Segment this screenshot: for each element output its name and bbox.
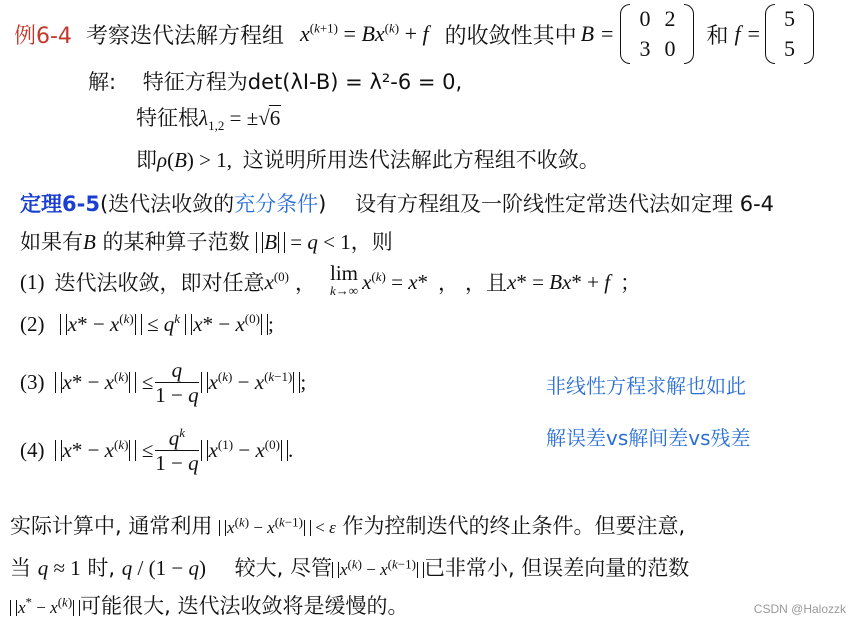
practice-text: 较大, 尽管 xyxy=(234,556,332,580)
not-converge-text: 这说明所用迭代法解此方程组不收敛。 xyxy=(242,148,600,172)
theorem-title: 定理6-5 xyxy=(20,192,100,216)
theorem-item-2: (2) $x* - x^{(k)} \le q^k$ $x* - x^{(0)}$ ; xyxy=(20,311,274,336)
item-text: 迭代法收敛，即对任意 xyxy=(54,271,265,295)
theorem-condition: 迭代法收敛的 xyxy=(108,192,235,216)
f-cell: 5 xyxy=(783,36,795,61)
theorem-item-1: (1) 迭代法收敛，即对任意 $x^{(0)}$ ， lim k→∞ $x^{(k)} = x*$ ， ，且 x* = Bx* + f ； xyxy=(20,261,642,298)
f-label: f = xyxy=(734,21,761,46)
theorem-statement-1: 设有方程组及一阶线性定常迭代法如定理 6-4 xyxy=(355,192,775,216)
theorem-statement-2: 如果有B 的某种算子范数 B = q < 1，则 xyxy=(20,230,393,254)
theorem-item-3: (3) $x* - x^{(k)}$ ≤ $\frac{q}{1 - q}$ $x^{(k)} - x^{(k-1)}$ ; xyxy=(20,358,307,407)
and-text: 和 xyxy=(706,23,729,49)
practice-text: 当 xyxy=(10,556,31,580)
solution-line-3: 即ρ(B) > 1, 这说明所用迭代法解此方程组不收敛。 xyxy=(136,148,600,172)
paren-close: ) xyxy=(318,192,327,216)
note-error-types: 解误差vs解间差vs残差 xyxy=(546,426,751,450)
solution-line-2 xyxy=(136,102,281,132)
theorem-item-4: (4) $x* - x^{(k)}$ ≤ $\frac{q^k}{1 - q}$ $x^{(1)} - x^{(0)}$ . xyxy=(20,425,294,475)
item-number: (2) xyxy=(20,312,45,336)
note-nonlinear: 非线性方程求解也如此 xyxy=(546,374,746,398)
practice-line-1: 实际计算中, 通常利用 $x^{(k)} - x^{(k-1)} < \varepsilon$ 作为控制迭代的终止条件。但要注意, xyxy=(10,514,686,538)
operator-norm-text: 的某种算子范数 xyxy=(102,230,250,254)
practice-line-2: 当 q ≈ 1 时, q / (1 − q) 较大, 尽管 $x^{(k)} - x^{(k-1)}$ 已非常小, 但误差向量的范数 xyxy=(10,556,690,580)
practice-line-3: $x^* - x^{(k)}$ 可能很大, 迭代法收敛将是缓慢的。 xyxy=(10,590,409,620)
theorem-title-line xyxy=(20,188,774,218)
characteristic-equation: 特征方程为det(λI-B) = λ²-6 = 0, xyxy=(142,70,463,94)
paren-open: ( xyxy=(99,192,109,216)
convergence-text: 的收敛性其中 xyxy=(444,23,577,49)
practice-text: 作为控制迭代的终止条件。但要注意, xyxy=(342,514,686,538)
example-intro: 考察迭代法解方程组 xyxy=(85,23,284,49)
B-label: B = xyxy=(580,21,615,46)
characteristic-root-label: 特征根 xyxy=(136,106,199,130)
example-tag: 例6-4 xyxy=(14,23,72,49)
item-number: (1) xyxy=(20,269,45,294)
iteration-equation: $x^{(k+1)} = Bx^{(k)} + f$ xyxy=(299,20,429,46)
then-text: ，则 xyxy=(350,230,393,254)
solution-line-1 xyxy=(88,66,462,96)
comma: ， xyxy=(295,271,316,295)
solution-label: 解: xyxy=(88,70,117,94)
if-text: 如果有 xyxy=(20,230,83,254)
watermark: CSDN @Halozzk xyxy=(753,602,846,616)
B-cell: 0 xyxy=(664,36,676,61)
practice-text: 时, xyxy=(87,556,116,580)
practice-text: 实际计算中, 通常利用 xyxy=(10,514,213,538)
item-number: (3) xyxy=(20,370,45,394)
characteristic-root: $\lambda_{1,2} = \pm√6$ xyxy=(199,106,281,134)
B-cell: 2 xyxy=(664,6,676,31)
practice-text: 已非常小, 但误差向量的范数 xyxy=(423,556,690,580)
example-header xyxy=(14,4,814,64)
B-cell: 0 xyxy=(639,6,651,31)
item-number: (4) xyxy=(20,438,45,462)
f-vector xyxy=(765,4,814,64)
and-text: ，且 xyxy=(465,271,508,295)
B-matrix xyxy=(620,4,694,64)
practice-text: 可能很大, 迭代法收敛将是缓慢的。 xyxy=(80,594,409,618)
B-cell: 3 xyxy=(639,36,651,61)
f-cell: 5 xyxy=(783,6,795,31)
sufficient-condition: 充分条件 xyxy=(234,192,319,216)
